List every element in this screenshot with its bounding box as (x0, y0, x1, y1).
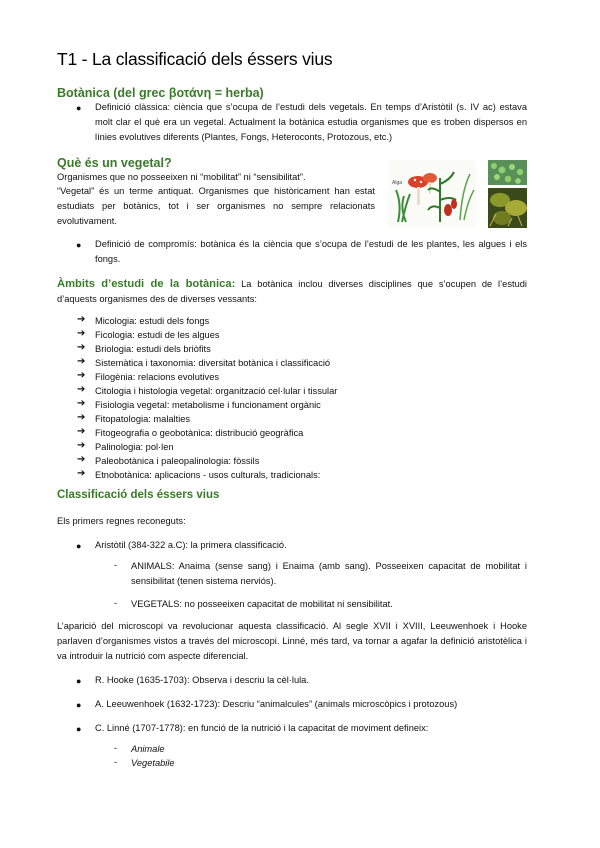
list-item: Filogènia: relacions evolutives (95, 372, 220, 382)
linne-item: C. Linné (1707-1778): en funció de la nutrició i la capacitat de moviment defineix: (95, 723, 429, 733)
list-item: Micologia: estudi dels fongs (95, 316, 210, 326)
arrow-icon: ➔ (77, 426, 86, 437)
dash-icon: - (114, 598, 118, 608)
hooke-item: R. Hooke (1635-1703): Observa i descriu la cèl·lula. (95, 675, 309, 685)
bullet-icon: ● (76, 676, 82, 686)
heading-botanica: Botànica (del grec βοτάνη = herba) (57, 86, 264, 100)
bullet-icon: ● (76, 103, 82, 113)
dash-icon: - (114, 560, 118, 570)
list-item: Palinologia: pol·len (95, 442, 174, 452)
heading-ambits: Àmbits d’estudi de la botànica: (57, 278, 236, 290)
list-item: Fisiologia vegetal: metabolisme i funcionament orgànic (95, 400, 321, 410)
dash-icon: - (114, 743, 118, 753)
moss-photo (488, 188, 527, 228)
ambits-paragraph (57, 277, 527, 307)
ambits-intro: La botànica inclou diverses disciplines que s’ocupen de l’estudi d’aquests organismes des de diverses vessants: (57, 279, 527, 305)
definicio-classica: Definició clàssica: ciència que s’ocupa de l’estudi dels vegetals. En temps d’Aristòtil (s. IV ac) estava molt clar el què era un vegetal. Actualment la botànica estudia organismes que es troben dispersos en línies evolutives diferents (Plantes, Fongs, Heteroconts, Protozous, etc.) (95, 102, 527, 143)
arrow-icon: ➔ (77, 342, 86, 353)
list-item: Sistemàtica i taxonomia: diversitat botànica i classificació (95, 358, 331, 368)
page-title: T1 - La classificació dels éssers vius (57, 49, 333, 69)
arrow-icon: ➔ (77, 412, 86, 423)
definicio-compromis: Definició de compromís: botànica és la ciència que s’ocupa de l’estudi de les plantes, les algues i els fongs. (95, 239, 527, 265)
vegetal-line1: Organismes que no posseeixen ni “mobilitat” ni “sensibilitat”. (57, 172, 306, 182)
arrow-icon: ➔ (77, 468, 86, 479)
leeuwenhoek-item: A. Leeuwenhoek (1632-1723): Descriu “animalcules” (animals microscòpics i protozous) (95, 699, 458, 709)
heading-classificacio: Classificació dels éssers vius (57, 489, 220, 501)
dash-icon: - (114, 757, 118, 767)
list-item: Paleobotànica i paleopalinologia: fòssils (95, 456, 260, 466)
arrow-icon: ➔ (77, 328, 86, 339)
green-algae-photo (488, 160, 527, 185)
list-item: Briologia: estudi dels briòfits (95, 344, 211, 354)
list-item: Ficologia: estudi de les algues (95, 330, 220, 340)
microscopi-paragraph: L’aparició del microscopi va revolucionar aquesta classificació. Al segle XVII i XVIII, Leeuwenhoek i Hooke parlaven d’organismes vistos a través del microscopi. Linné, més tard, va tornar a agafar la definició aristotèlica i va introduir la nutrició com aspecte diferencial. (57, 621, 527, 662)
arrow-icon: ➔ (77, 356, 86, 367)
vegetals-item: VEGETALS: no posseeixen capacitat de mobilitat ni sensibilitat. (131, 599, 393, 609)
svg-text:Alga: Alga (392, 180, 403, 186)
bullet-icon: ● (76, 700, 82, 710)
arrow-icon: ➔ (77, 384, 86, 395)
vegetal-line2: “Vegetal” és un terme antiquat. Organismes que històricament han estat estudiats per botànics, tot i ser organismes no sempre relacionats evolutivament. (57, 186, 375, 227)
arrow-icon: ➔ (77, 370, 86, 381)
arrow-icon: ➔ (77, 440, 86, 451)
arrow-icon: ➔ (77, 398, 86, 409)
list-item: Etnobotànica: aplicacions - usos culturals, tradicionals: (95, 470, 321, 480)
list-item: Fitogeografia o geobotànica: distribució geogràfica (95, 428, 304, 438)
list-item: Fitopatologia: malalties (95, 414, 191, 424)
aristotil-item: Aristòtil (384-322 a.C): la primera classificació. (95, 540, 287, 550)
bullet-icon: ● (76, 724, 82, 734)
animals-item: ANIMALS: Anaima (sense sang) i Enaima (amb sang). Posseeixen capacitat de mobilitat i sensibilitat (tenen sistema nerviós). (131, 561, 527, 587)
arrow-icon: ➔ (77, 314, 86, 325)
bullet-icon: ● (76, 541, 82, 551)
list-item: Citologia i histologia vegetal: organització cel·lular i tissular (95, 386, 338, 396)
heading-vegetal: Què és un vegetal? (57, 156, 172, 170)
vegetabile-item: Vegetabile (131, 758, 175, 768)
arrow-icon: ➔ (77, 454, 86, 465)
classificacio-intro: Els primers regnes reconeguts: (57, 516, 186, 526)
animale-item: Animale (131, 744, 165, 754)
plant-illustration (388, 160, 476, 228)
bullet-icon: ● (76, 240, 82, 250)
